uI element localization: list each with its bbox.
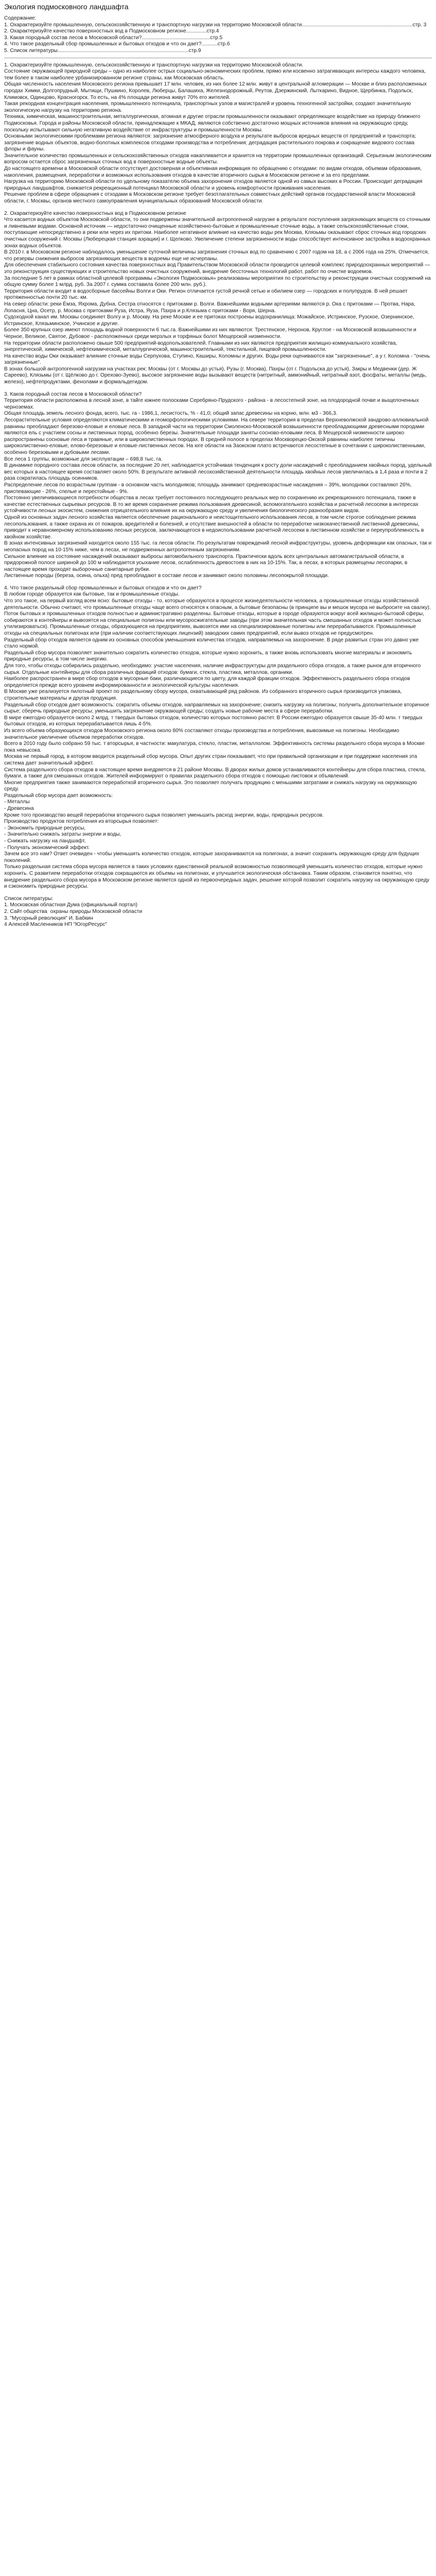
paragraph: Общая площадь земель лесного фонда, всего, тыс. га - 1986,1, лесистость, % - 41,0; общий запас древесины на корню, млн. м3 - 366,3. bbox=[4, 411, 338, 417]
paragraph: Список литературы: bbox=[4, 895, 54, 902]
spacer bbox=[4, 386, 432, 392]
paragraph: Что касается водных объектов Московской области, то они подвержены значительной антропогенной нагрузке в результате поступления загрязняющих веществ со сточными и ливневыми водами. Основной источник — недостаточно очищенные хозяйственно-бытовые и промышленные сточные воды, а также сельскохозяйственные стоки, поступающие непосредственно в реки или через их притоки. Наиболее негативное влияние на качество воды рек Москва, Клязьмы оказывают сброс сточных вод городских очистных сооружений г. Москвы (Люберецкая станция аэрации) и г. Щелково. Увеличение степени загрязненности воды способствует интенсивное застройка в водоохранных зонах водных объектов. bbox=[4, 217, 432, 249]
paragraph: 1. Московская областная Дума (официальный портал) bbox=[4, 902, 137, 908]
paragraph: 3. "Мусорный революция" И. Бабкин bbox=[4, 915, 93, 921]
paragraph: В динамике породного состава лесов области, за последние 20 лет, наблюдается устойчивая тенденция к росту доли насаждений с преобладанием хвойных пород, удельный вес которых в настоящее время составляет около 50%. В результате активной лесохозяйственной деятельности площадь хвойных лесов увеличилась в 1,4 раза и почти в 2 раза сократилась площадь осинников. bbox=[4, 463, 433, 482]
paragraph: Из всего объема образующихся отходов Московского региона около 80% составляют отходы производства и потребления, вывозимые на полигоны. Необходимо значительное увеличение объемов переработки отходов. bbox=[4, 727, 401, 740]
paragraph: Раздельный сбор отходов дает возможность: сократить объемы отходов, направляемых на захоронение; снизить нагрузку на полигоны; получить дополнительное вторичное сырье; сберечь природные ресурсы; уменьшить загрязнение окружающей среды; создать новые рабочие места в сфере переработки. bbox=[4, 702, 431, 715]
paragraph: Все леса 1 группы, возможные для эксплуатации – 698,8 тыс. га. bbox=[4, 456, 163, 462]
paragraph: - Древесина bbox=[4, 806, 34, 812]
paragraph: 4. Что такое раздельный сбор промышленных и бытовых отходов и что он дает?...........стр.6 bbox=[4, 41, 230, 47]
paragraph: Содержание: bbox=[4, 15, 37, 21]
paragraph: В зонах большой антропогенной нагрузки на участках рек: Москвы (от г. Москвы до устья), Рузы (г. Москва), Пахры (от г. Подольска до устья), Закры и Медвенки (дер. Ж Сареево), Клязьмы (от г. Щёлково до г. Орехово-Зуево), высокое загрязнение воды вызывают веществ (нитритный, аммонийный, нитратный азот, фосфаты, металлы (медь, железо), нефтепродуктами, фенолами и формальдегидом. bbox=[4, 366, 428, 385]
paragraph: 2. Сайт общества охраны природы Московской области bbox=[4, 908, 143, 914]
paragraph: В Москве уже реализуется пилотный проект по раздельному сбору мусора, охватывающий ряд районов. Из собранного вторичного сырья производится упаковка, строительные материалы и другая продукция. bbox=[4, 689, 404, 701]
spacer bbox=[4, 205, 432, 211]
paragraph: Для обеспечения стабильного состояния качества поверхностных вод Правительством Московской области проводится целевой комплекс природоохранных мероприятий — это реконструкция существующих и строительство новых очистных сооружений, внедрение бессточных технологий работ, работ по очистке водоемов. bbox=[4, 262, 432, 275]
document-body bbox=[4, 15, 432, 928]
paragraph: Система раздельного сбора отходов в настоящее время внедряется в 21 районе Москвы. В дворах жилых домов устанавливаются контейнеры для сбора пластика, стекла, бумаги, а также для смешанных отходов. Жителей информируют о правилах раздельного сбора отходов с помощью листовок и объявлений. bbox=[4, 767, 427, 779]
paragraph: 4 Алексей Масленников НП "ЮгорРесурс" bbox=[4, 922, 107, 928]
paragraph: Территория области расположена в лесной зоне, в тайге южнее полосками Серебряно-Прудского - района - в лесостепной зоне, на плодородной почве и выщелоченных черноземах. bbox=[4, 398, 421, 410]
paragraph: Кроме того производство вещей переработки вторичного сырья позволяет уменьшить расход энергии, воды, природных ресурсов. bbox=[4, 812, 324, 818]
paragraph: - Значительно снижать затраты энергии и воды, bbox=[4, 832, 121, 838]
paragraph: Такая рекордная концентрация населения, промышленного потенциала, транспортных узлов и магистралей и уровень техногенной застройки, создают значительную экологическую нагрузку на территорию региона. bbox=[4, 101, 412, 113]
paragraph: В 2010 г. в Московском регионе наблюдалось уменьшение суточной величины загрязнения сточных вод по сравнению с 2007 годом на 18, а с 2006 года на 25%. Отмечается, что резервы снижения выбросов загрязняющих веществ в водоемы еще не исчерпаны. bbox=[4, 249, 431, 262]
paragraph: Общая численность населения Московского региона превышает 17 млн. человек, из них более 12 млн. живут в центральной агломерации — Москве и близ расположенных городах Химки, Долгопрудный, Мытищи, Пушкино, Королев, Люберцы, Балашиха, Железнодорожный, Реутов, Дзержинский, Лыткарино, Видное, Щербинка, Подольск, Климовск, Одинцово, Красногорск. То есть, на 4% площади региона живут 70% его жителей. bbox=[4, 81, 428, 100]
paragraph: Москва не первый город, в котором вводится раздельный сбор мусора. Опыт других стран показывает, что при правильной организации и при поддержке населения эта система дает значительный эффект. bbox=[4, 754, 419, 766]
paragraph: 4. Что такое раздельный сбор промышленных и бытовых отходов и что он дает? bbox=[4, 585, 202, 591]
paragraph: Техника, химическая, машиностроительная, металлургическая, атомная и другие отрасли промышленности оказывают определяющее воздействие на природу ближнего Подмосковья. Города и районы Московской области, принадлежащие к МКАД, являются собственно достаточно мощных источников влияния на окружающую среду, поскольку испытывают сильную негативную воздействие от инфраструктуры и промышленности Москвы. bbox=[4, 114, 422, 133]
paragraph: 2. Охарактеризуйте качество поверхностных вод в Подмосковном регионе bbox=[4, 210, 186, 216]
paragraph: Состояние окружающей природной среды – одно из наиболее острых социально-экономических проблем, прямо или косвенно затрагивающих интересы каждого человека, тем более в таком наиболее урбанизированном регионе страны, как Московская область. bbox=[4, 69, 427, 81]
paragraph: До настоящего времени в Московской области отсутствует достоверная и объективная информация по обращению с отходами: по видам отходов, объемам образования, накопления, размещения, переработки и возможных использования отходов в качестве вторичного сырья в Московском регионе и за его пределами. bbox=[4, 166, 423, 178]
paragraph: Одной из основных задач лесного хозяйства является обеспечение рационального и неистощительного использования лесов, в том числе строгое соблюдение режима лесопользования, а также охрана их от пожаров, вредителей и болезней, и отсутствие внешностей в области по переработке низкокачественной лиственной древесины, приводит к неравномерному использованию лесных ресурсов, заключающегося в недоиспользовании расчетной лесосеки в лиственном хозяйстве и переупроблемность в хвойном хозяйстве. bbox=[4, 514, 426, 540]
paragraph: Сильное влияние на состояние насаждений оказывают выбросы автомобильного транспорта. Практически вдоль всех центральных автомагистральной области, в придорожной полосе шириной до 100 м наблюдается усыхание лесов, ослабленность древостоев в них на 10-15%. Так, в лесах, в которых размещены лесопарки, в настоящее время проходят выборочные санитарные рубки. bbox=[4, 553, 409, 572]
document-title: Экология подмосковного ландшафта bbox=[4, 3, 129, 11]
paragraph: На территории области расположено свыше 500 предприятий-водопользователей. Главными из них являются предприятия жилищно-коммунального хозяйства, энергетической, химической, нефтехимической, металлургической, машиностроительной, текстильной, пищевой промышленности. bbox=[4, 340, 399, 353]
paragraph: Многие предприятия также занимаются переработкой вторичного сырья. Это позволяет получать продукцию с меньшими затратами и снижать нагрузку на окружающую среду. bbox=[4, 779, 418, 792]
paragraph: Более 350 крупных озер имеют площадь водной поверхности 6 тыс.га. Важнейшими из них являются: Трестенское, Неронов, Круглое - на Московской возвышенности и Черное, Великое, Святое, Дубовое - расположенных среди мерзлых и торфяных болот Мещерской низменности. bbox=[4, 327, 418, 340]
paragraph: Зачем все это нам? Ответ очевиден - чтобы уменьшить количество отходов, которые захораниваются на полигонах, а значит сохранить окружающую среду для будущих поколений. bbox=[4, 851, 421, 863]
paragraph: - Снижать нагрузку на ландшафт, bbox=[4, 838, 86, 844]
paragraph: Судоходной канал им. Москвы соединяет Волгу и р. Москву. На реке Москве и ее притоках построены водохранилища: Можайское, Истринское, Рузское, Озернинское, Истринское, Клязьминское, Учинское и другие. bbox=[4, 314, 416, 327]
paragraph: Наиболее распространен в мире сбор отходов в мусорные баки, различающиеся по цвету, для каждой фракции отходов. Эффективность раздельного сбора отходов определяется прежде всего уровнем информированности и экологической культуры населения. bbox=[4, 676, 412, 688]
paragraph: Производство продуктов потребления из вторсырья позволяет: bbox=[4, 819, 159, 825]
paragraph: На север области: реки Ёмза, Яхрома, Дубна, Сестра относятся с притоками р. Волги. Важнейшими водными артериями являются р. Ока с притоками — Протва, Нара, Лопасня, Цна, Осетр, р. Москва с притоками Руза, Истра, Яуза, Пахра и р.Клязьма с притоками - Воря, Шерна. bbox=[4, 301, 417, 314]
paragraph: Раздельный сбор мусора дает возможность: bbox=[4, 792, 113, 799]
paragraph: 3. Какая породный состав лесов в Московской области?...............................................стр.5 bbox=[4, 35, 223, 41]
paragraph: Постоянно увеличивающиеся потребности общества в лесах требует постоянного последующего реальных мер по сохранению их рекреационного потенциала, также в качестве естественных сырьевых ресурсов. В то же время сохранение режима пользования древесиной, вспомогательного хозяйства и расчетной лесосеки в интересах устойчивости лесных экосистем, снижения отрицательного влияния их на окружающую среду и увеличения биологического разнообразия видов. bbox=[4, 495, 420, 514]
document bbox=[0, 0, 436, 935]
paragraph: Лиственные породы (береза, осина, ольха) пред преобладают в составе лесов и занимают около половины лесопокрытой площади. bbox=[4, 573, 329, 579]
spacer bbox=[4, 890, 432, 896]
paragraph: - Получать экономический эффект. bbox=[4, 844, 90, 851]
paragraph: - Экономить природные ресурсы, bbox=[4, 825, 86, 831]
paragraph: Значительное количество промышленных и сельскохозяйственных отходов накапливается и хранится на территории промышленных организаций. Серьезным экологическим вопросом остается сброс загрязненных сточных вод в поверхностные водные объекты. bbox=[4, 152, 433, 165]
paragraph: 2. Охарактеризуйте качество поверхностных вод в Подмосковном регионе..............стр.4 bbox=[4, 28, 219, 35]
paragraph: Что это такое, на первый взгляд всем ясно: бытовые отходы - то, которые образуются в процессе жизнедеятельности человека, а промышленные отходы хозяйственной деятельности. Обычно считают, что промышленные отходы чаще всего относятся к опасным, а бытовые безопасны (в принципе вы и мешок мусора не выбросите на свалку). Поток бытовых и промышленных отходов полностью и административно разделены. Бытовые отходы, которые в городе образуются вокруг всей жилищно-бытовой сферы, собираются в контейнеры и вывозятся на специальные полигоны или мусоросжигательные заводы (при этом значительная часть смешанных отходов и может полностью утилизироваться). Промышленные отходы, образующиеся на предприятиях, вывозятся ими на специализированные полигоны или перерабатываются. Промышленные отходы на специальных полигонах или (при наличии соответствующих лицензий) заводских самих предприятий, если вывоз отходов не предусмотрен. bbox=[4, 598, 432, 637]
paragraph: - Металлы bbox=[4, 799, 30, 805]
paragraph: Лесорастительные условия определяются климатическими и геоморфологическими условиями. На севере территория в пределах Верхневолжской зандрово-аллювиальной равнины преобладают березово-еловые и еловые леса. В западной части на территории Смоленско-Московской возвышенности преобладающими древесными породами являются ель с участием сосны и лиственных пород, особенно березы. Значительные площади заняты сосново-еловыми леса. В Мещерской низменности широко распространены сосновые леса и травяные, или в широколиственных породах. В средней полосе в пределах Москворецко-Окской равнины наиболее типичны широколиственно-еловые, елово-березовые и еловые-лиственных лесов. На юге области на Заокском плато встречаются лесостепные в сочетании с широколиственными, особенно березовыми и дубовыми лесами. bbox=[4, 417, 430, 455]
paragraph: 1. Охарактеризуйте промышленную, сельскохозяйственную и транспортную нагрузки на территорию Московской области............................................................................стр. 3 bbox=[4, 22, 427, 28]
paragraph: 1. Охарактеризуйте промышленную, сельскохозяйственную и транспортную нагрузки на территорию Московской области. bbox=[4, 62, 304, 68]
paragraph: На качество воды Оки оказывает влияние сточные воды Серпухова, Ступино, Каширы, Коломны и других. Воды реки оцениваются как "загрязненные", а у г. Коломна - "очень загрязненные". bbox=[4, 353, 432, 366]
paragraph: Основными экологическими проблемами региона являются: загрязнение атмосферного воздуха и результате выбросов вредных веществ от предприятий и транспорта; загрязнение водных объектов, водно-болотных комплексов отходами производства и потребления; деградация растительного покрова и сокращение видового состава флоры и фауны. bbox=[4, 133, 418, 152]
paragraph: За последние 5 лет в рамках областной целевой программы «Экология Подмосковья» реализованы мероприятия по строительству и реконструкции очистных сооружений на общую сумму более 1 млрд. руб. За 2007 г. сумма составила более 200 млн. руб.). bbox=[4, 275, 432, 288]
paragraph: Территория области входит в водосборные бассейны Волги и Оки. Регион отличается густой речной сетью и обилием озер — городских и полупрудов. В ней решает протяженностью почти 20 тыс. км. bbox=[4, 288, 409, 301]
paragraph: Только раздельная система сбора мусора является в таких условиях единственной реальной возможностью позволяющей уменьшить количество отходов, которые нужно хоронить. С развитием переработки отходов сокращаются их объемы на полигонах, и улучшается экологическая обстановка. Таким образом, становится понятно, что внедрение раздельного сбора мусора в Московском регионе является одной из первоочередных задач, решение которой позволит сократить нагрузку на окружающую среду и сэкономить природные ресурсы. bbox=[4, 864, 431, 890]
paragraph: В любом городе образуется как бытовые, так и промышленные отходы. bbox=[4, 591, 180, 598]
paragraph: Распределение лесов по возрастным группам - в основном часть молодняков; площадь занимают средневозрастные насаждения – 39%, молодняки составляют 26%, приспевающие - 26%, спелые и перестойные - 9%. bbox=[4, 482, 413, 495]
spacer bbox=[4, 580, 432, 585]
paragraph: Для того, чтобы отходы собирались раздельно, необходимо: участие населения, наличие инфраструктуры для раздельного сбора отходов, а также рынок для вторичного сырья. Отдельные контейнеры для сбора различных фракций отходов: бумаги, стекла, пластика, металлов, органики. bbox=[4, 663, 423, 675]
paragraph: Всего в 2010 году было собрано 59 тыс. т вторсырья, в частности: макулатура, стекло, пластик, металлолом. Эффективность системы раздельного сбора мусора в Москве пока невысока. bbox=[4, 741, 426, 753]
paragraph: 5. Список литературы..........................................................................................стр.9 bbox=[4, 47, 201, 54]
paragraph: В мире ежегодно образуется около 2 млрд. т твердых бытовых отходов, количество которых постоянно растет. В России ежегодно образуется свыше 35-40 млн. т твердых бытовых отходов, из которых перерабатывается лишь 4-5%. bbox=[4, 715, 424, 727]
paragraph: В зонах интенсивных загрязнений находится около 155 тыс. га лесов области. По результатам повреждений лесной инфраструктуры, уровень деформации как опасных, так и неопасных пород на 10-15% ниже, чем в лесах, не подверженных антропогенным загрязнениям. bbox=[4, 540, 433, 553]
paragraph: Решение проблем в сфере обращения с отходами в Московском регионе требует безотлагательных совместных действий органов государственной власти Московской области, г. Москвы, органов местного самоуправления муниципальных образований Московской области. bbox=[4, 192, 417, 205]
paragraph: Раздельный сбор отходов является одним из основных способов уменьшения количества отходов, направляемых на захоронение. В ряде развитых стран это давно уже стало нормой. bbox=[4, 637, 421, 650]
paragraph: 3. Каков породный состав лесов в Московской области? bbox=[4, 391, 142, 397]
paragraph: Раздельный сбор мусора позволяет значительно сократить количество отходов, которые нужно хоронить, а также вновь использовать многие материалы и экономить природные ресурсы, в том числе энергию. bbox=[4, 650, 414, 663]
paragraph: Нагрузка на территорию Московской области по удельному показателю объема захоронения отходов является одной из самых высоких в России. Происходит деградация природных ландшафтов, снижается рекреационный потенциал Московской области и уровень комфортности проживания населения. bbox=[4, 179, 424, 191]
